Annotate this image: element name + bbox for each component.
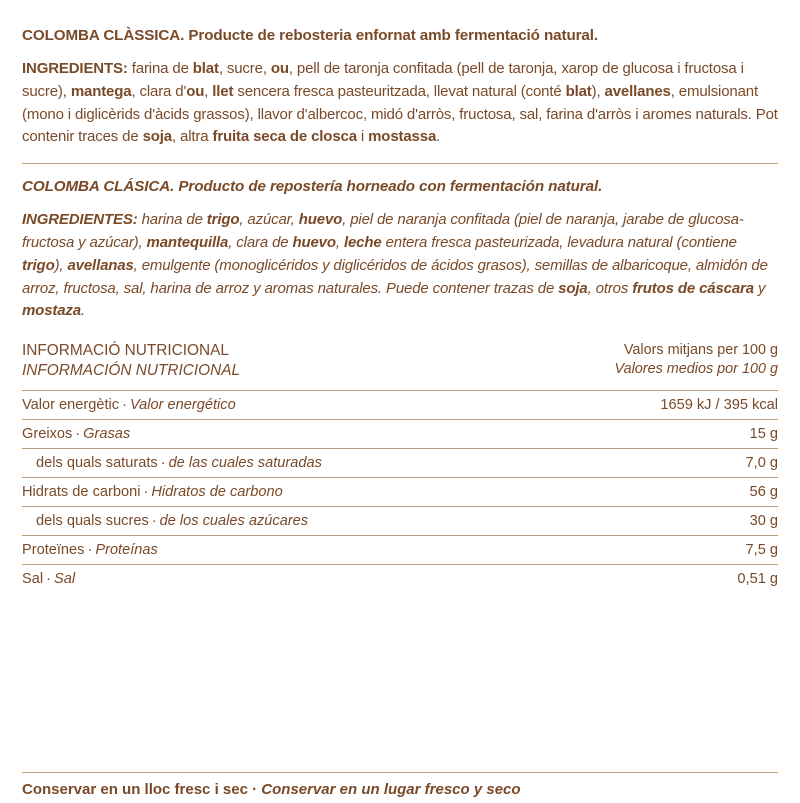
table-row (22, 419, 778, 448)
nutrition-row-label-catalan: Valor energètic (22, 396, 120, 413)
heading-spanish-title: COLOMBA CLÁSICA. (22, 178, 175, 196)
nutrition-row-value: 56 g (749, 483, 778, 500)
label-separator: · (143, 483, 149, 500)
storage-advice (22, 772, 778, 803)
nutrition-row-label (22, 542, 158, 558)
ingredients-spanish (22, 209, 778, 323)
heading-catalan-title: COLOMBA CLÀSSICA. (22, 27, 185, 44)
nutrition-row-label-spanish: Grasas (83, 425, 131, 442)
nutrition-row-value: 15 g (749, 425, 778, 442)
label-separator: · (122, 396, 127, 413)
nutrition-row-label-spanish: Valor energético (129, 396, 236, 413)
nutrition-row-label-catalan: Greixos (22, 425, 73, 442)
ingredients-catalan-label: INGREDIENTS: (22, 60, 128, 77)
nutrition-row-label-spanish: de las cuales saturadas (168, 454, 322, 471)
nutrition-row-label (22, 397, 236, 413)
nutrition-row-value: 7,5 g (745, 541, 778, 558)
nutrition-row-label-spanish: de los cuales azúcares (159, 512, 309, 529)
heading-catalan (22, 26, 778, 45)
ingredients-catalan-text: farina de blat, sucre, ou, pell de taronja confitada (pell de taronja, xarop de glucosa i fructosa i sucre), mantega, clara d'ou, llet sencera fresca pasteuritzada, llevat natural (conté blat), avellanes, emulsionant (mono i diglicèrids d'àcids grassos), llavor d'albercoc, midó d'arròs, fructosa, sal, farina d'arròs i aromes naturals. Pot contenir traces de soja, altra fruita seca de closca i mostassa. (22, 60, 778, 146)
nutrition-title-catalan: INFORMACIÓ NUTRICIONAL (22, 342, 229, 360)
nutrition-row-value: 30 g (749, 512, 778, 529)
ingredients-spanish-text: harina de trigo, azúcar, huevo, piel de naranja confitada (piel de naranja, jarabe de glucosa-fructosa y azúcar), mantequilla, clara de huevo, leche entera fresca pasteurizada, levadura natural (contiene trigo), avellanas, emulgente (monoglicéridos y diglicéridos de ácidos grasos), semillas de albaricoque, almidón de arroz, fructosa, sal, harina de arroz y aromas naturales. Puede contener trazas de soja, otros frutos de cáscara y mostaza. (22, 211, 768, 320)
nutrition-table (22, 341, 778, 592)
label-separator: · (46, 570, 51, 587)
storage-advice-separator: · (247, 781, 262, 798)
table-row (22, 564, 778, 593)
nutrition-column-header-catalan: Valors mitjans per 100 g (623, 342, 778, 359)
nutrition-row-label-catalan: dels quals saturats (36, 454, 158, 471)
nutrition-row-label (22, 484, 283, 500)
ingredients-spanish-label: INGREDIENTES: (22, 211, 138, 229)
nutrition-row-label-catalan: Hidrats de carboni (22, 483, 141, 500)
heading-catalan-subtitle: Producte de rebosteria enfornat amb fermentació natural. (188, 27, 599, 44)
label-separator: · (151, 512, 157, 529)
nutrition-row-label-catalan: Proteïnes (22, 541, 85, 558)
ingredients-catalan (22, 58, 778, 149)
nutrition-title-spanish: INFORMACIÓN NUTRICIONAL (22, 361, 241, 379)
nutrition-row-value: 7,0 g (745, 454, 778, 471)
nutrition-row-label-spanish: Hidratos de carbono (151, 483, 283, 500)
nutrition-column-header-group (615, 341, 778, 378)
storage-advice-catalan: Conservar en un lloc fresc i sec (22, 781, 248, 798)
storage-advice-spanish: Conservar en un lugar fresco y seco (261, 781, 521, 798)
nutrition-title-group (22, 341, 240, 380)
table-row (22, 535, 778, 564)
nutrition-row-label-spanish: Proteínas (95, 541, 158, 558)
nutrition-row-label (22, 513, 308, 529)
nutrition-row-label-spanish: Sal (53, 570, 76, 587)
heading-spanish (22, 177, 778, 196)
nutrition-row-value: 0,51 g (737, 570, 778, 587)
table-row (22, 506, 778, 535)
nutrition-row-label (22, 455, 322, 471)
nutrition-column-header-spanish: Valores medios por 100 g (614, 360, 778, 377)
heading-spanish-subtitle: Producto de repostería horneado con fermentación natural. (178, 178, 603, 196)
nutrition-table-header (22, 341, 778, 389)
table-row (22, 448, 778, 477)
label-separator: · (160, 454, 166, 471)
label-separator: · (75, 425, 81, 442)
table-row (22, 477, 778, 506)
nutrition-row-label-catalan: dels quals sucres (36, 512, 149, 529)
nutrition-row-label-catalan: Sal (22, 570, 44, 587)
nutrition-row-value: 1659 kJ / 395 kcal (660, 396, 778, 413)
label-separator: · (87, 541, 93, 558)
section-divider (22, 163, 778, 164)
nutrition-row-label (22, 426, 130, 442)
nutrition-row-label (22, 571, 75, 587)
table-row (22, 390, 778, 419)
